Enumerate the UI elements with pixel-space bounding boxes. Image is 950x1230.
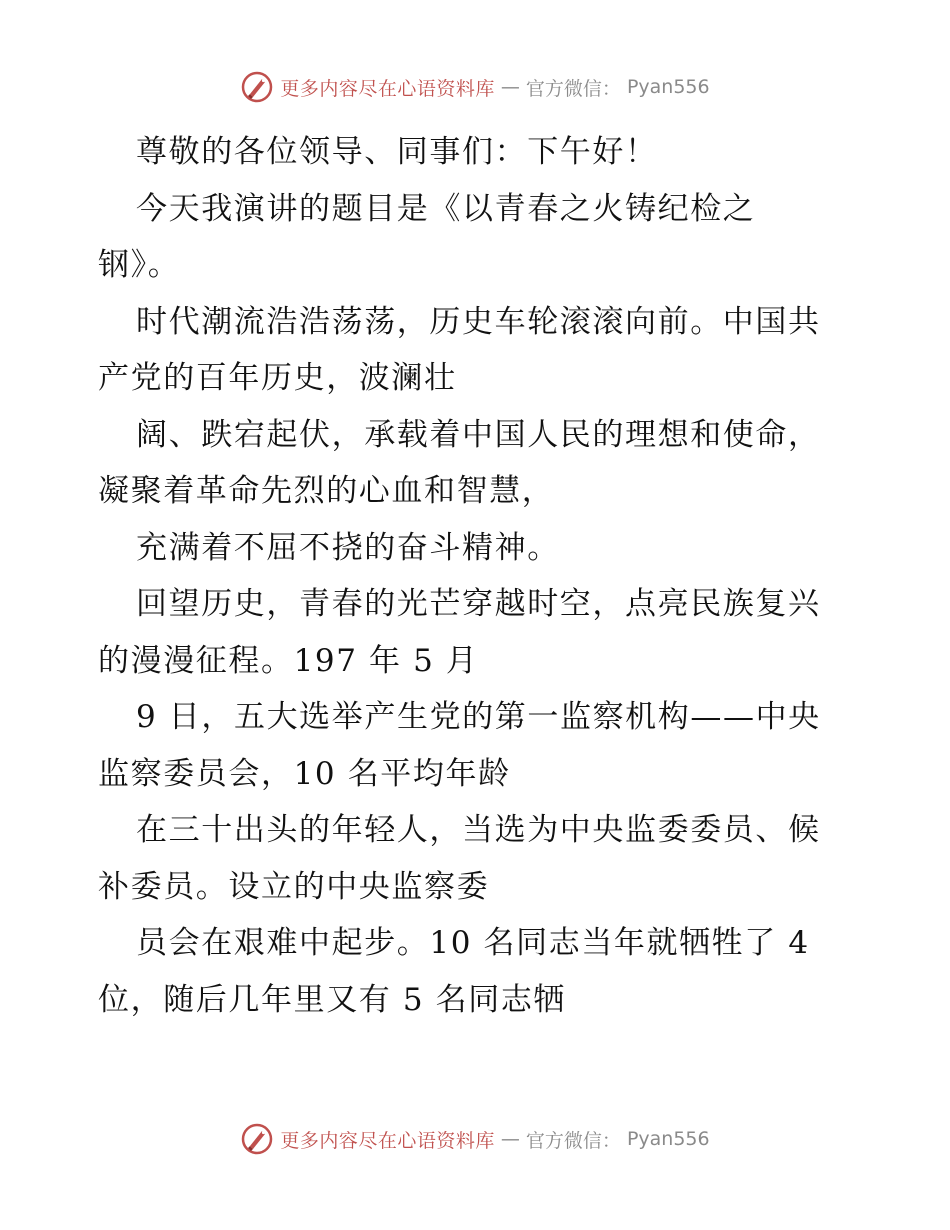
pen-nib-logo-icon bbox=[240, 70, 274, 104]
watermark-wechat-id: Pyan556 bbox=[626, 76, 710, 98]
pen-nib-logo-icon bbox=[240, 1122, 274, 1156]
document-body bbox=[98, 124, 858, 1028]
header-watermark bbox=[0, 70, 950, 104]
body-line: 补委员。设立的中央监察委 bbox=[98, 868, 490, 905]
watermark-brand-text: 更多内容尽在心语资料库 bbox=[280, 77, 495, 100]
body-line: 员会在艰难中起步。10 名同志当年就牺牲了 4 bbox=[136, 925, 810, 961]
watermark-brand-text: 更多内容尽在心语资料库 bbox=[280, 1129, 495, 1152]
watermark-dash: — bbox=[500, 1128, 520, 1150]
body-line: 在三十出头的年轻人，当选为中央监委委员、候 bbox=[136, 812, 821, 848]
watermark-wechat-label: 官方微信： bbox=[525, 1129, 621, 1152]
body-line: 阔、跌宕起伏，承载着中国人民的理想和使命， bbox=[136, 416, 821, 453]
body-line: 今天我演讲的题目是《以青春之火铸纪检之 bbox=[136, 190, 756, 227]
watermark-wechat-id: Pyan556 bbox=[626, 1128, 710, 1150]
body-line: 时代潮流浩浩荡荡，历史车轮滚滚向前。中国共 bbox=[136, 303, 821, 340]
watermark-wechat-label: 官方微信： bbox=[525, 77, 621, 100]
body-line: 充满着不屈不挠的奋斗精神。 bbox=[136, 529, 560, 566]
footer-watermark bbox=[0, 1122, 950, 1156]
body-line: 钢》。 bbox=[98, 247, 181, 283]
body-line: 凝聚着革命先烈的心血和智慧， bbox=[98, 473, 555, 509]
body-line: 9 日，五大选举产生党的第一监察机构——中央 bbox=[136, 699, 821, 735]
body-line: 产党的百年历史，波澜壮 bbox=[98, 360, 457, 396]
body-line: 监察委员会，10 名平均年龄 bbox=[98, 755, 511, 792]
body-line: 回望历史，青春的光芒穿越时空，点亮民族复兴 bbox=[136, 586, 821, 622]
watermark-dash: — bbox=[500, 76, 520, 98]
body-line: 位，随后几年里又有 5 名同志牺 bbox=[98, 981, 567, 1018]
body-line: 尊敬的各位领导、同事们：下午好！ bbox=[136, 134, 658, 170]
body-line: 的漫漫征程。197 年 5 月 bbox=[98, 642, 479, 679]
